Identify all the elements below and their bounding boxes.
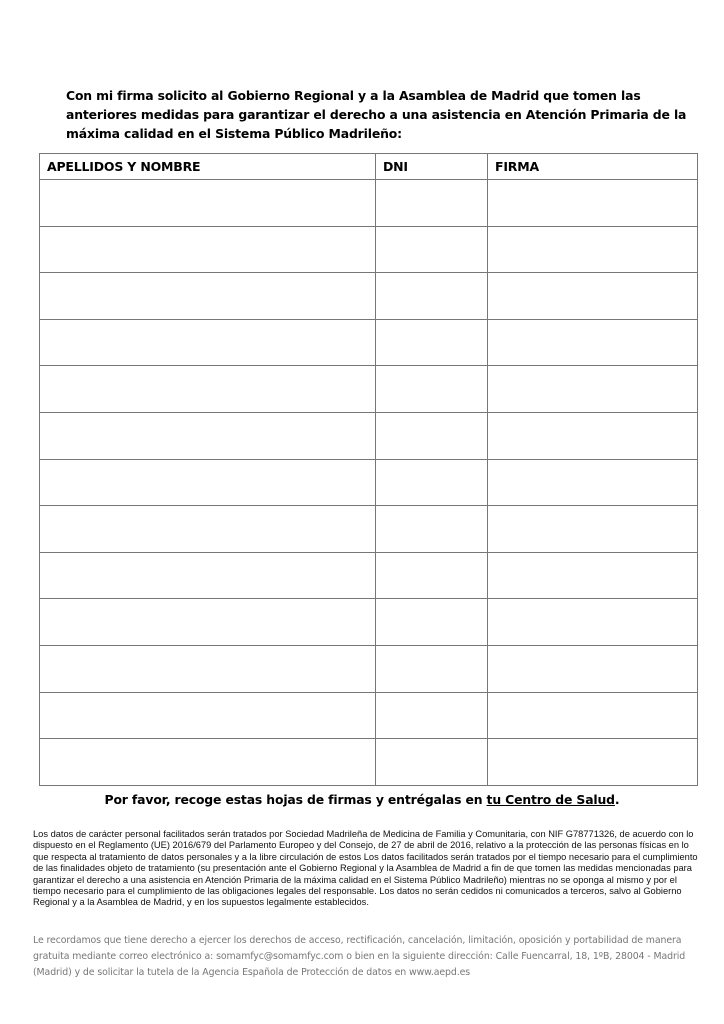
- table-row: [40, 459, 698, 506]
- dni-cell[interactable]: [376, 226, 488, 273]
- table-row: [40, 412, 698, 459]
- table-row: [40, 552, 698, 599]
- table-header-row: [40, 154, 698, 180]
- firma-cell[interactable]: [488, 459, 698, 506]
- dni-cell[interactable]: [376, 273, 488, 320]
- table-row: [40, 645, 698, 692]
- instruction-prefix: Por favor, recoge estas hojas de firmas y entrégalas en: [104, 792, 487, 807]
- intro-text: Con mi firma solicito al Gobierno Regional y a la Asamblea de Madrid que tomen las anteriores medidas para garantizar el derecho a una asistencia en Atención Primaria de la máxima calidad en el Sistema Público Madrileño:: [66, 88, 687, 141]
- name-cell[interactable]: [40, 692, 376, 739]
- dni-cell[interactable]: [376, 599, 488, 646]
- firma-cell[interactable]: [488, 180, 698, 227]
- name-cell[interactable]: [40, 412, 376, 459]
- collection-instruction: [0, 792, 724, 807]
- name-cell[interactable]: [40, 645, 376, 692]
- dni-cell[interactable]: [376, 412, 488, 459]
- firma-cell[interactable]: [488, 739, 698, 786]
- intro-statement: [66, 86, 706, 143]
- firma-cell[interactable]: [488, 319, 698, 366]
- firma-cell[interactable]: [488, 692, 698, 739]
- table-row: [40, 366, 698, 413]
- name-cell[interactable]: [40, 739, 376, 786]
- name-cell[interactable]: [40, 319, 376, 366]
- name-cell[interactable]: [40, 599, 376, 646]
- table-row: [40, 506, 698, 553]
- table-row: [40, 273, 698, 320]
- firma-cell[interactable]: [488, 273, 698, 320]
- dni-cell[interactable]: [376, 459, 488, 506]
- signature-rows: [40, 180, 698, 786]
- table-row: [40, 692, 698, 739]
- health-center-link[interactable]: tu Centro de Salud: [486, 792, 615, 807]
- dni-cell[interactable]: [376, 739, 488, 786]
- firma-cell[interactable]: [488, 366, 698, 413]
- firma-cell[interactable]: [488, 226, 698, 273]
- name-cell[interactable]: [40, 273, 376, 320]
- table-row: [40, 180, 698, 227]
- dni-cell[interactable]: [376, 506, 488, 553]
- name-cell[interactable]: [40, 459, 376, 506]
- dni-cell[interactable]: [376, 645, 488, 692]
- firma-cell[interactable]: [488, 412, 698, 459]
- firma-cell[interactable]: [488, 506, 698, 553]
- firma-cell[interactable]: [488, 599, 698, 646]
- dni-cell[interactable]: [376, 319, 488, 366]
- header-dni: DNI: [376, 154, 488, 180]
- dni-cell[interactable]: [376, 180, 488, 227]
- name-cell[interactable]: [40, 180, 376, 227]
- table-row: [40, 599, 698, 646]
- data-protection-notice: Los datos de carácter personal facilitados serán tratados por Sociedad Madrileña de Medicina de Familia y Comunitaria, con NIF G78771326, de acuerdo con lo dispuesto en el Reglamento (UE) 2016/679 del Parlamento Europeo y del Consejo, de 27 de abril de 2016, relativo a la protección de las personas físicas en lo que respecta al tratamiento de datos personales y a la libre circulación de estos Los datos facilitados serán tratados por el tiempo necesario para el cumplimiento de las finalidades objeto de tratamiento (su presentación ante el Gobierno Regional y la Asamblea de Madrid a fin de que tomen las medidas mencionadas para garantizar el derecho a una asistencia en Atención Primaria de la máxima calidad en el Sistema Público Madrileño) mientras no se oponga al mismo y por el tiempo necesario para el cumplimiento de las obligaciones legales del responsable. Los datos no serán cedidos ni comunicados a terceros, salvo al Gobierno Regional y a la Asamblea de Madrid, y en los supuestos legalmente establecidos.: [33, 829, 698, 908]
- table-row: [40, 319, 698, 366]
- table-row: [40, 739, 698, 786]
- dni-cell[interactable]: [376, 692, 488, 739]
- dni-cell[interactable]: [376, 552, 488, 599]
- name-cell[interactable]: [40, 552, 376, 599]
- firma-cell[interactable]: [488, 645, 698, 692]
- name-cell[interactable]: [40, 366, 376, 413]
- dni-cell[interactable]: [376, 366, 488, 413]
- name-cell[interactable]: [40, 226, 376, 273]
- rights-notice: Le recordamos que tiene derecho a ejercer los derechos de acceso, rectificación, cancelación, limitación, oposición y portabilidad de manera gratuita mediante correo electrónico a: somamfyc@somamfyc.com o bien en la siguiente dirección: Calle Fuencarral, 18, 1ºB, 28004 - Madrid (Madrid) y de solicitar la tutela de la Agencia Española de Protección de datos en www.aepd.es: [33, 935, 686, 978]
- header-firma: FIRMA: [488, 154, 698, 180]
- signature-table: [39, 153, 698, 786]
- firma-cell[interactable]: [488, 552, 698, 599]
- name-cell[interactable]: [40, 506, 376, 553]
- header-name: APELLIDOS Y NOMBRE: [40, 154, 376, 180]
- table-row: [40, 226, 698, 273]
- instruction-suffix: .: [614, 792, 620, 807]
